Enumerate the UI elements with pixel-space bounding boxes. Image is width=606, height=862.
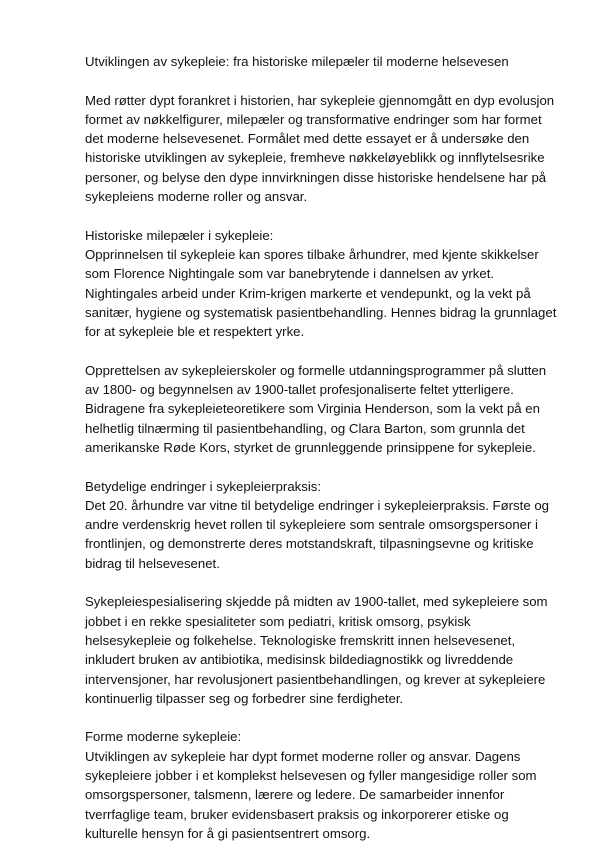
section-heading: Historiske milepæler i sykepleie: xyxy=(85,227,274,243)
intro-paragraph: Med røtter dypt forankret i historien, har sykepleie gjennomgått en dyp evolusjon formet av nøkkelfigurer, milepæler og transformative endringer som har formet det moderne helsevesenet. Formålet med dette essayet er å undersøke den historiske utviklingen av sykepleie, fremheve nøkkeløyeblikk og innflytelsesrike personer, og belyse den dype innvirkningen disse historiske hendelsene har på sykepleiens moderne roller og ansvar. xyxy=(85,92,555,205)
document-title: Utviklingen av sykepleie: fra historiske milepæler til moderne helsevesen xyxy=(85,54,509,69)
section-heading: Betydelige endringer i sykepleierpraksis: xyxy=(85,478,322,494)
section-heading: Forme moderne sykepleie: xyxy=(85,729,242,745)
body-paragraph: Utviklingen av sykepleie har dypt formet moderne roller og ansvar. Dagens sykepleiere jobber i et komplekst helsevesen og fyller mangesidige roller som omsorgspersoner, talsmenn, lærere og ledere. De samarbeider innenfor tverrfaglige team, bruker evidensbasert praksis og inkorporerer etiske og kulturelle hensyn for å gi pasientsentrert omsorg. xyxy=(85,748,537,841)
section-significant-changes xyxy=(85,477,557,709)
body-paragraph: Opprettelsen av sykepleierskoler og formelle utdanningsprogrammer på slutten av 1800- og begynnelsen av 1900-tallet profesjonaliserte feltet ytterligere. Bidragene fra sykepleieteoretikere som Virginia Henderson, som la vekt på en helhetlig tilnærming til pasientbehandling, og Clara Barton, som grunnla det amerikanske Røde Kors, styrket de grunnleggende prinsippene for sykepleie. xyxy=(85,362,547,455)
section-modern-nursing xyxy=(85,727,557,843)
section-historical-milestones xyxy=(85,226,557,458)
document-page xyxy=(85,52,557,862)
body-paragraph: Sykepleiespesialisering skjedde på midten av 1900-tallet, med sykepleiere som jobbet i en rekke spesialiteter som pediatri, kritisk omsorg, psykisk helsesykepleie og folkehelse. Teknologiske fremskritt innen helsevesenet, inkludert bruken av antibiotika, medisinsk bildediagnostikk og livreddende intervensjoner, har revolusjonert pasientbehandlingen, og krever at sykepleiere kontinuerlig tilpasser seg og forbedrer sine ferdigheter. xyxy=(85,594,548,706)
body-paragraph: Det 20. århundre var vitne til betydelige endringer i sykepleierpraksis. Første og andre verdenskrig hevet rollen til sykepleiere som sentrale omsorgspersoner i frontlinjen, og demonstrerte deres motstandskraft, tilpasningsevne og kritiske bidrag til helsevesenet. xyxy=(85,497,549,571)
body-paragraph: Opprinnelsen til sykepleie kan spores tilbake århundrer, med kjente skikkelser som Florence Nightingale som var banebrytende i dannelsen av yrket. Nightingales arbeid under Krim-krigen markerte et vendepunkt, og la vekt på sanitær, hygiene og systematisk pasientbehandling. Hennes bidrag la grunnlaget for at sykepleie ble et respektert yrke. xyxy=(85,246,557,340)
